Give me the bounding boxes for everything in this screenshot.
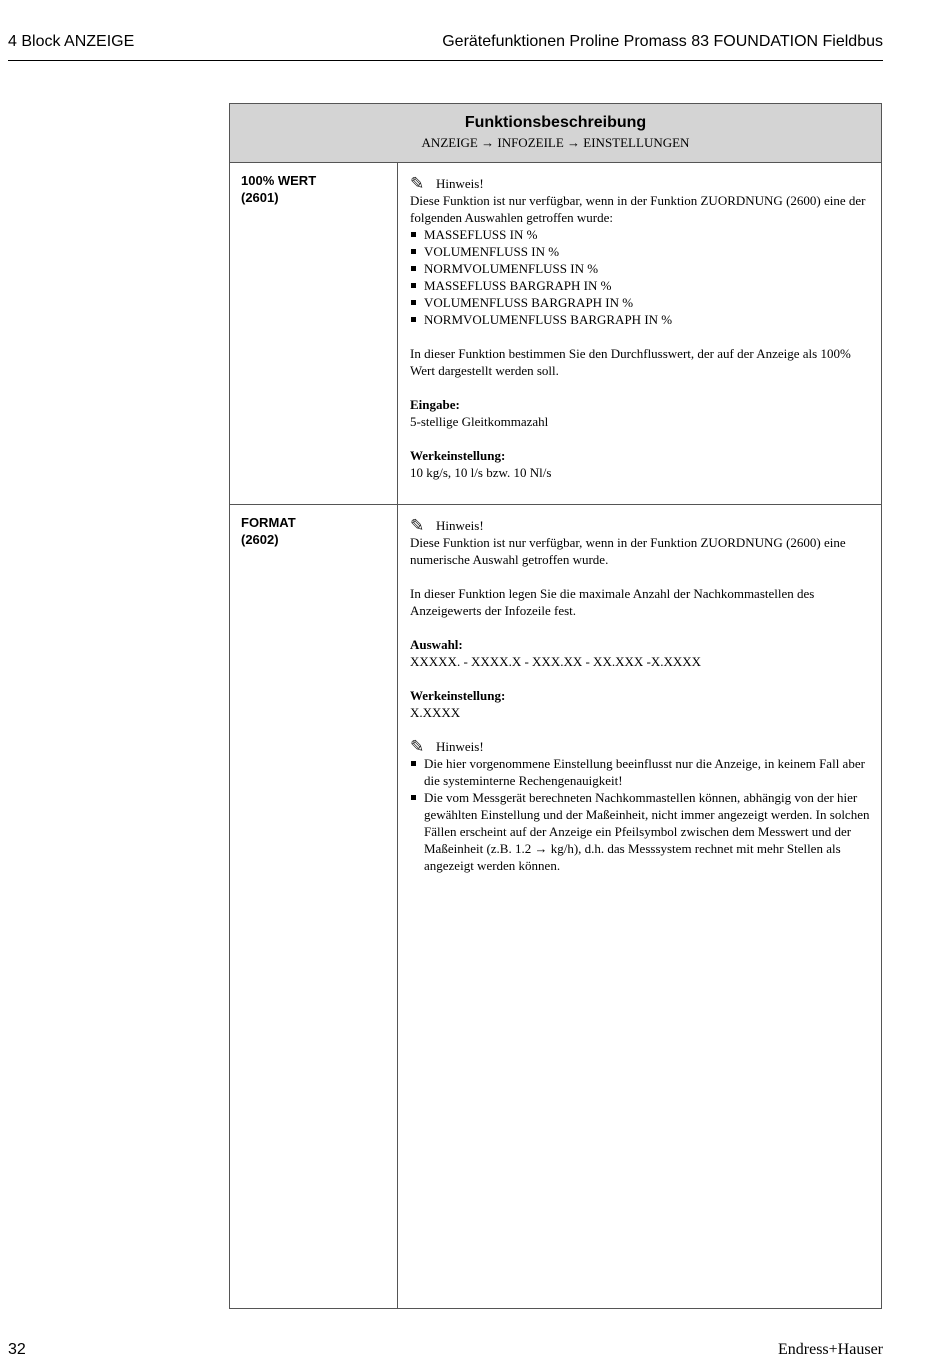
pencil-note-icon: ✎: [410, 516, 425, 535]
description-text: In dieser Funktion legen Sie die maximale Anzahl der Nachkommastellen des Anzeigewerts der Infozeile fest.: [410, 586, 815, 618]
list-item: NORMVOLUMENFLUSS BARGRAPH IN %: [410, 311, 871, 328]
note-text: Diese Funktion ist nur verfügbar, wenn in der Funktion ZUORDNUNG (2600) eine numerische Auswahl getroffen wurde.: [410, 535, 846, 567]
list-item: MASSEFLUSS IN %: [410, 226, 871, 243]
input-value: 5-stellige Gleitkommazahl: [410, 414, 549, 429]
page-number: 32: [8, 1341, 26, 1358]
default-label: Werkeinstellung:: [410, 448, 506, 463]
brand-name: Endress+Hauser: [778, 1341, 883, 1358]
running-header-section: 4 Block ANZEIGE: [8, 33, 135, 50]
header-rule: [8, 60, 883, 61]
list-item: VOLUMENFLUSS BARGRAPH IN %: [410, 294, 871, 311]
list-item: VOLUMENFLUSS IN %: [410, 243, 871, 260]
note-heading: [410, 175, 871, 192]
input-label: Eingabe:: [410, 397, 460, 412]
description-text: In dieser Funktion bestimmen Sie den Durchflusswert, der auf der Anzeige als 100% Wert dargestellt werden soll.: [410, 346, 851, 378]
function-code: (2602): [241, 532, 279, 547]
default-label: Werkeinstellung:: [410, 688, 506, 703]
list-item: NORMVOLUMENFLUSS IN %: [410, 260, 871, 277]
note-label: Hinweis!: [436, 518, 484, 533]
note-label: Hinweis!: [436, 176, 484, 191]
list-item: Die vom Messgerät berechneten Nachkommastellen können, abhängig von der hier gewählten Einstellung und der Maßeinheit, nicht immer angezeigt werden. In solchen Fällen erscheint auf der Anzeige ein Pfeilsymbol zwischen dem Messwert und der Maßeinheit (z.B. 1.2 → kg/h), d.h. das Messsystem rechnet mit mehr Stellen als angezeigt werden können.: [410, 789, 871, 874]
list-item: Die hier vorgenommene Einstellung beeinflusst nur die Anzeige, in keinem Fall aber die systeminterne Rechengenauigkeit!: [410, 755, 871, 789]
list-item: MASSEFLUSS BARGRAPH IN %: [410, 277, 871, 294]
function-name-cell: [230, 163, 398, 504]
note-text: Diese Funktion ist nur verfügbar, wenn in der Funktion ZUORDNUNG (2600) eine der folgenden Auswahlen getroffen wurde:: [410, 193, 866, 225]
option-list: [410, 226, 871, 328]
table-row: [230, 505, 881, 1308]
note-heading: [410, 517, 871, 534]
function-description-cell: [398, 505, 881, 1308]
table-header: [230, 104, 881, 163]
default-value: X.XXXX: [410, 705, 461, 720]
selection-value: XXXXX. - XXXX.X - XXX.XX - XX.XXX -X.XXXX: [410, 654, 702, 669]
selection-label: Auswahl:: [410, 637, 463, 652]
running-header-title: Gerätefunktionen Proline Promass 83 FOUNDATION Fieldbus: [442, 33, 883, 50]
function-table: [229, 103, 882, 1309]
table-title: Funktionsbeschreibung: [464, 114, 647, 131]
note-label: Hinweis!: [436, 739, 484, 754]
pencil-note-icon: ✎: [410, 174, 425, 193]
table-row: [230, 163, 881, 505]
function-description-cell: [398, 163, 881, 504]
function-code: (2601): [241, 190, 279, 205]
function-name: 100% WERT: [241, 173, 317, 188]
function-name-cell: [230, 505, 398, 1308]
table-menu-path: ANZEIGE → INFOZEILE → EINSTELLUNGEN: [421, 135, 690, 150]
pencil-note-icon: ✎: [410, 737, 425, 756]
function-name: FORMAT: [241, 515, 296, 530]
note-list: [410, 755, 871, 874]
default-value: 10 kg/s, 10 l/s bzw. 10 Nl/s: [410, 465, 552, 480]
note-heading: [410, 738, 871, 755]
